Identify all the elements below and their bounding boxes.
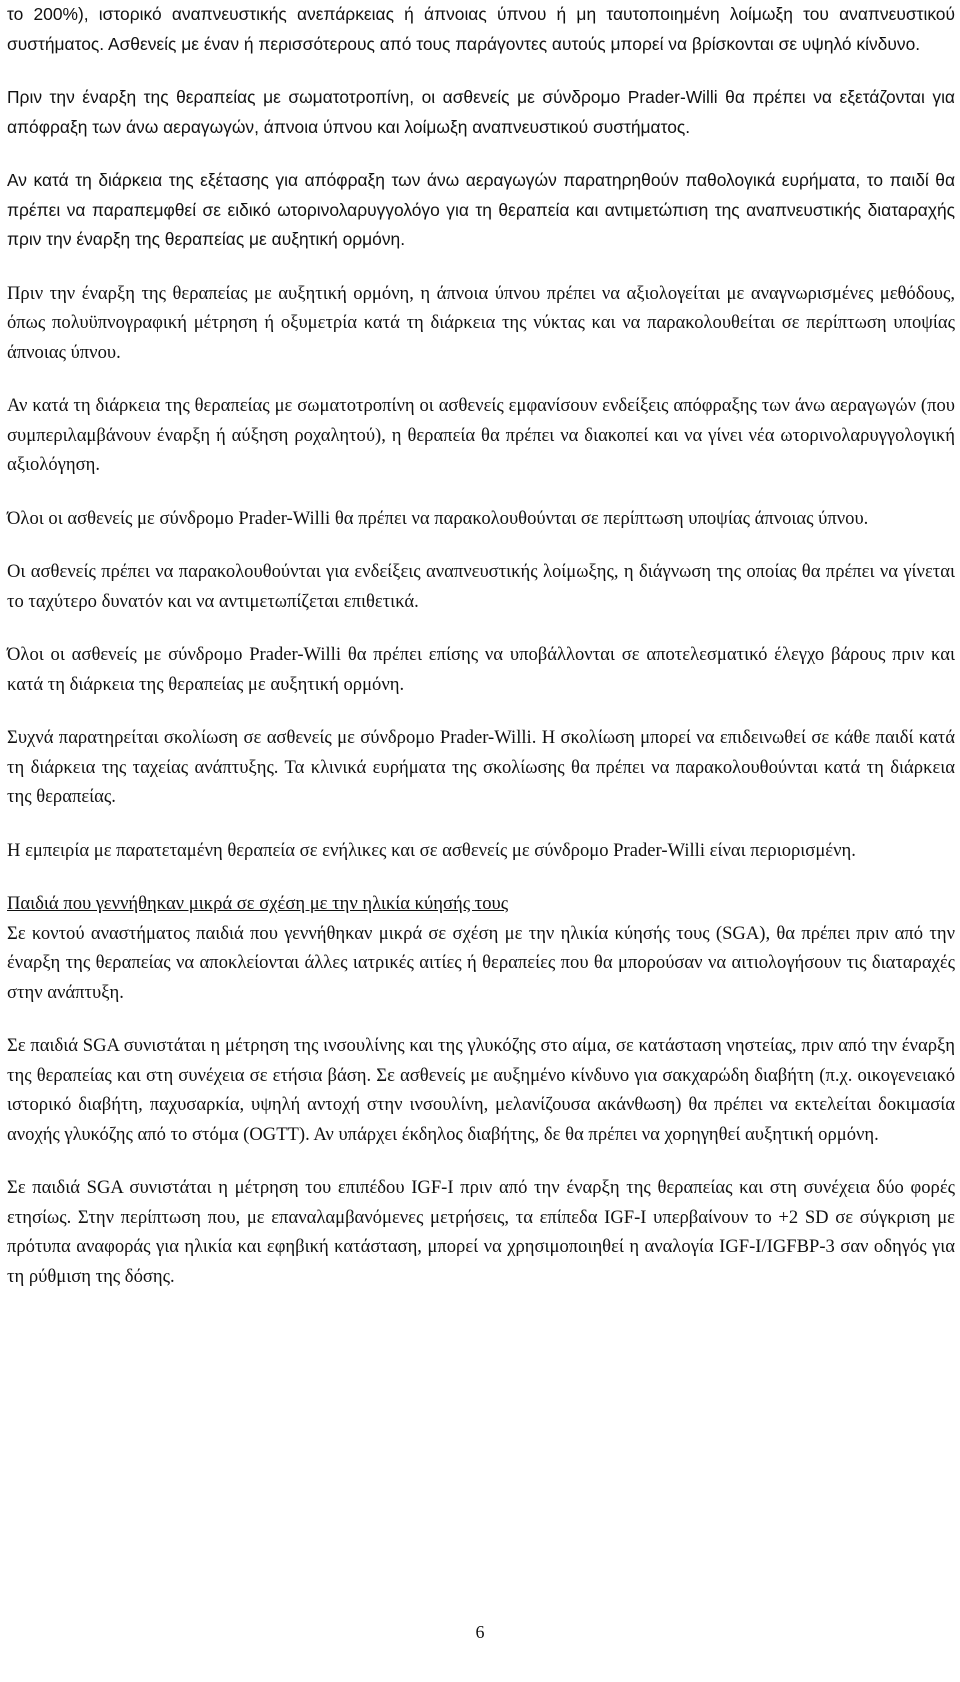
paragraph-airway-obstruction-during-treatment: Αν κατά τη διάρκεια της θεραπείας με σωματοτροπίνη οι ασθενείς εμφανίσουν ενδείξεις απόφραξης των άνω αεραγωγών (που συμπεριλαμβάνουν έναρξη ή αύξηση ροχαλητού), η θεραπεία θα πρέπει να διακοπεί και να γίνει νέα ωτορινολαρυγγολογική αξιολόγηση.: [7, 395, 955, 475]
paragraph-limited-experience: Η εμπειρία με παρατεταμένη θεραπεία σε ενήλικες και σε ασθενείς με σύνδρομο Prader-Willi είναι περιορισμένη.: [7, 839, 856, 861]
document-page: [7, 0, 955, 1291]
paragraph-pre-treatment-airway-exam: Πριν την έναρξη της θεραπείας με σωματοτροπίνη, οι ασθενείς με σύνδρομο Prader-Willi θα πρέπει να εξετάζονται για απόφραξη των άνω αεραγωγών, άπνοια ύπνου και λοίμωξη αναπνευστικού συστήματος.: [7, 87, 955, 137]
paragraph-sleep-apnea-assessment: Πριν την έναρξη της θεραπείας με αυξητική ορμόνη, η άπνοια ύπνου πρέπει να αξιολογείται με αναγνωρισμένες μεθόδους, όπως πολυϋπνογραφική μέτρηση ή οξυμετρία κατά τη διάρκεια της νύκτας και να παρακολουθείται σε περίπτωση υποψίας άπνοιας ύπνου.: [7, 282, 955, 363]
paragraph-sleep-apnea-monitoring: Όλοι οι ασθενείς με σύνδρομο Prader-Willi θα πρέπει να παρακολουθούνται σε περίπτωση υποψίας άπνοιας ύπνου.: [7, 507, 869, 529]
paragraph-sga-insulin-glucose: Σε παιδιά SGA συνιστάται η μέτρηση της ινσουλίνης και της γλυκόζης στο αίμα, σε κατάσταση νηστείας, πριν από την έναρξη της θεραπείας και στη συνέχεια σε ετήσια βάση. Σε ασθενείς με αυξημένο κίνδυνο για σακχαρώδη διαβήτη (π.χ. οικογενειακό ιστορικό διαβήτη, παχυσαρκία, υψηλή αντοχή στην ινσουλίνη, μελανίζουσα ακάνθωση) θα πρέπει να εκτελείται δοκιμασία ανοχής γλυκόζης από το στόμα (OGTT). Αν υπάρχει έκδηλος διαβήτης, δε θα πρέπει να χορηγηθεί αυξητική ορμόνη.: [7, 1035, 955, 1145]
paragraph-sga-exclusion: Σε κοντού αναστήματος παιδιά που γεννήθηκαν μικρά σε σχέση με την ηλικία κύησής τους (SGA), θα πρέπει πριν από την έναρξη της θεραπείας να αποκλείονται άλλες ιατρικές αιτίες ή θεραπείες που θα μπορούσαν να αιτιολογήσουν τις διαταραχές στην ανάπτυξη.: [7, 922, 955, 1003]
section-heading-sga: Παιδιά που γεννήθηκαν μικρά σε σχέση με την ηλικία κύησής τους: [7, 893, 509, 914]
paragraph-weight-control: Όλοι οι ασθενείς με σύνδρομο Prader-Willi θα πρέπει επίσης να υποβάλλονται σε αποτελεσματικό έλεγχο βάρους πριν και κατά τη διάρκεια της θεραπείας με αυξητική ορμόνη.: [7, 644, 955, 695]
paragraph-ent-referral: Αν κατά τη διάρκεια της εξέτασης για απόφραξη των άνω αεραγωγών παρατηρηθούν παθολογικά ευρήματα, το παιδί θα πρέπει να παραπεμφθεί σε ειδικό ωτορινολαρυγγολόγο για τη θεραπεία και αντιμετώπιση της αναπνευστικής διαταραχής πριν την έναρξη της θεραπείας με αυξητική ορμόνη.: [7, 170, 955, 249]
paragraph-sga-igf1: Σε παιδιά SGA συνιστάται η μέτρηση του επιπέδου IGF-I πριν από την έναρξη της θεραπείας και στη συνέχεια δύο φορές ετησίως. Στην περίπτωση που, με επαναλαμβανόμενες μετρήσεις, τα επίπεδα IGF-I υπερβαίνουν το +2 SD σε σύγκριση με πρότυπα αναφοράς για ηλικία και εφηβική κατάσταση, μπορεί να χρησιμοποιηθεί η αναλογία IGF-I/IGFBP-3 σαν οδηγός για τη ρύθμιση της δόσης.: [7, 1177, 955, 1287]
paragraph-respiratory-risk-factors: το 200%), ιστορικό αναπνευστικής ανεπάρκειας ή άπνοιας ύπνου ή μη ταυτοποιημένη λοίμωξη του αναπνευστικού συστήματος. Ασθενείς με έναν ή περισσότερους από τους παράγοντες αυτούς μπορεί να βρίσκονται σε υψηλό κίνδυνο.: [7, 4, 955, 54]
paragraph-respiratory-infection-monitoring: Οι ασθενείς πρέπει να παρακολουθούνται για ενδείξεις αναπνευστικής λοίμωξης, η διάγνωση της οποίας θα πρέπει να γίνεται το ταχύτερο δυνατόν και να αντιμετωπίζεται επιθετικά.: [7, 561, 955, 612]
paragraph-scoliosis: Συχνά παρατηρείται σκολίωση σε ασθενείς με σύνδρομο Prader-Willi. Η σκολίωση μπορεί να επιδεινωθεί σε κάθε παιδί κατά τη διάρκεια της ταχείας ανάπτυξης. Τα κλινικά ευρήματα της σκολίωσης θα πρέπει να παρακολουθούνται κατά τη διάρκεια της θεραπείας.: [7, 727, 955, 807]
page-number: 6: [475, 1622, 485, 1642]
